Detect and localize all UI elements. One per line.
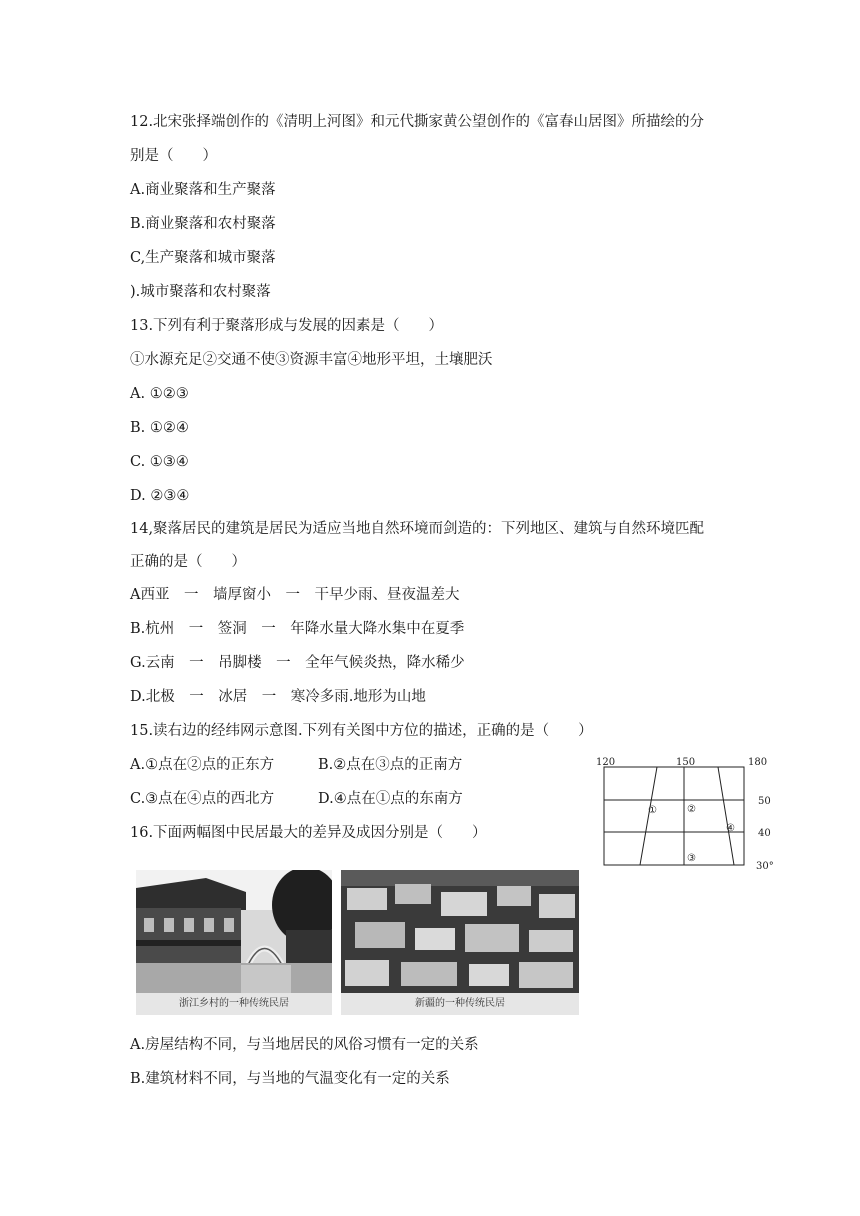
q13-stem: 13.下列有利于聚落形成与发展的因素是（ ） bbox=[130, 318, 444, 334]
q14-stem-line2: 正确的是（ ） bbox=[130, 554, 246, 570]
lon-label-150: 150 bbox=[676, 757, 696, 768]
grid-point-4: ④ bbox=[726, 823, 735, 834]
q15-option-d: D.④点在①点的东南方 bbox=[318, 791, 463, 807]
latlon-grid-diagram bbox=[592, 755, 782, 875]
q13-option-b: B. ①②④ bbox=[130, 420, 189, 436]
grid-point-2: ② bbox=[687, 804, 696, 815]
q14-option-d: D.北极 一 冰居 一 寒冷多雨.地形为山地 bbox=[130, 689, 426, 705]
q13-option-c: C. ①③④ bbox=[130, 454, 189, 470]
zhejiang-village-illustration bbox=[136, 870, 332, 993]
grid-frame bbox=[604, 767, 744, 865]
lon-label-180: 180 bbox=[748, 757, 768, 768]
q14-option-a: A西亚 一 墙厚窗小 一 干早少雨、昼夜温差大 bbox=[130, 587, 460, 603]
photo-caption-zhejiang: 浙江乡村的一种传统民居 bbox=[136, 993, 332, 1015]
q14-option-b: B.杭州 一 签洞 一 年降水量大降水集中在夏季 bbox=[130, 621, 465, 637]
lat-label-40: 40 bbox=[758, 828, 771, 839]
q12-option-c: C,生产聚落和城市聚落 bbox=[130, 250, 276, 266]
q16-option-a: A.房屋结构不同，与当地居民的风俗习惯有一定的关系 bbox=[130, 1037, 479, 1053]
q14-option-c: G.云南 一 吊脚楼 一 全年气候炎热，降水稀少 bbox=[130, 655, 465, 671]
photo-xinjiang-dwelling bbox=[341, 870, 579, 1015]
grid-point-3: ③ bbox=[687, 853, 696, 864]
photo-zhejiang-dwelling bbox=[136, 870, 332, 1015]
q13-option-d: D. ②③④ bbox=[130, 488, 190, 504]
q13-conditions: ①水源充足②交通不使③资源丰富④地形平坦，土壤肥沃 bbox=[130, 352, 493, 368]
lat-label-50: 50 bbox=[758, 796, 771, 807]
lat-label-30: 30° bbox=[756, 861, 774, 872]
q12-option-a: A.商业聚落和生产聚落 bbox=[130, 182, 276, 198]
grid-meridian-left bbox=[640, 767, 657, 865]
q14-stem-line1: 14,聚落居民的建筑是居民为适应当地自然环境而剑造的：下列地区、建筑与自然环境匹配 bbox=[130, 521, 705, 537]
grid-point-1: ① bbox=[648, 805, 657, 816]
xinjiang-village-illustration bbox=[341, 870, 579, 993]
q15-option-a: A.①点在②点的正东方 bbox=[130, 757, 275, 773]
q12-option-b: B.商业聚落和农村聚落 bbox=[130, 216, 276, 232]
q15-option-b: B.②点在③点的正南方 bbox=[318, 757, 463, 773]
q12-stem-line1: 12.北宋张择端创作的《清明上河图》和元代撕家黄公望创作的《富春山居图》所描绘的分 bbox=[130, 114, 705, 130]
q15-option-c: C.③点在④点的西北方 bbox=[130, 791, 275, 807]
q16-stem: 16.下面两幅图中民居最大的差异及成因分别是（ ） bbox=[130, 825, 487, 841]
q12-stem-line2: 别是（ ） bbox=[130, 148, 217, 164]
q12-option-d: ).城市聚落和农村聚落 bbox=[130, 284, 271, 300]
photo-caption-xinjiang: 新疆的一种传统民居 bbox=[341, 993, 579, 1015]
lon-label-120: 120 bbox=[596, 757, 616, 768]
q13-option-a: A. ①②③ bbox=[130, 386, 189, 402]
q15-stem: 15.读右边的经纬网示意图.下列有关图中方位的描述，正确的是（ ） bbox=[130, 723, 593, 739]
q16-option-b: B.建筑材料不同，与当地的气温变化有一定的关系 bbox=[130, 1071, 450, 1087]
grid-meridian-right bbox=[718, 767, 734, 865]
